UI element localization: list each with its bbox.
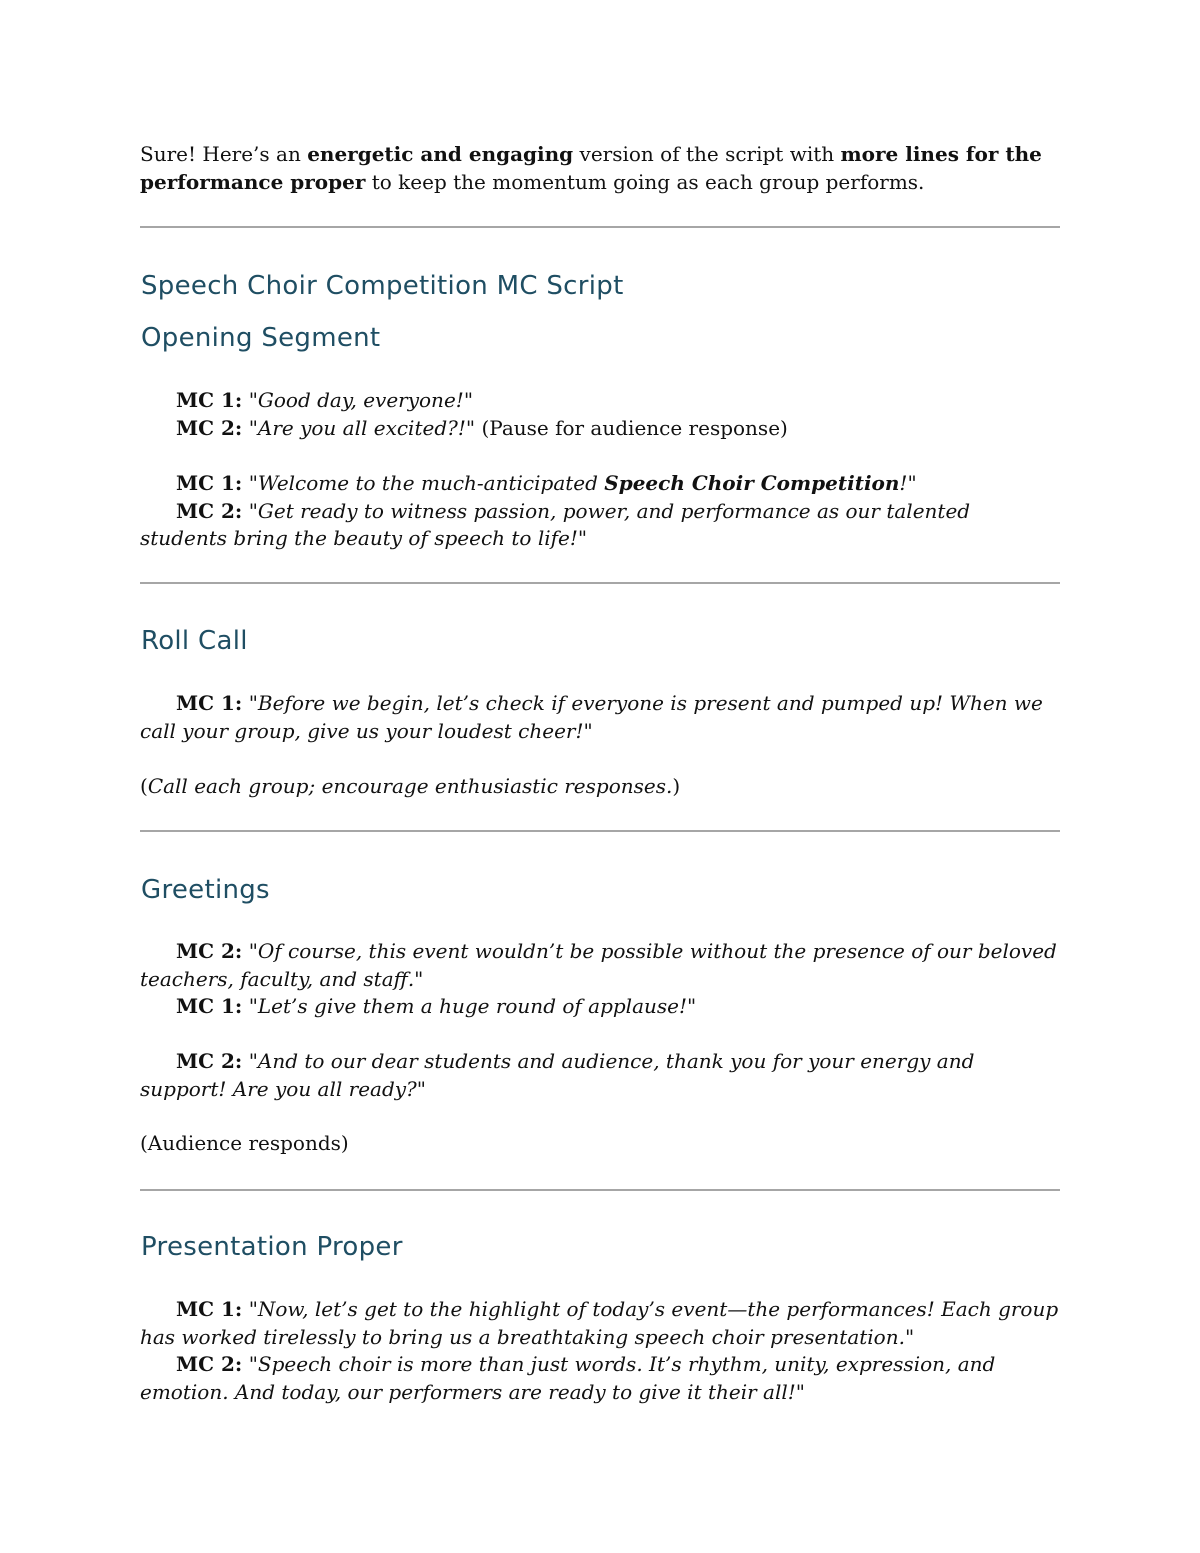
- dialogue-block: [140, 1296, 1060, 1406]
- heading-greetings: Greetings: [141, 875, 270, 905]
- speaker-label: MC 1:: [176, 691, 243, 715]
- dialogue-line: [140, 387, 1060, 415]
- dialogue-block: [140, 387, 1060, 442]
- dialogue-quote: "Before we begin, let’s check if everyone is present and pumped up! When we call your group, give us your loudest cheer!": [140, 691, 1043, 743]
- stage-direction: (Pause for audience response): [475, 415, 788, 440]
- speaker-label: MC 2:: [176, 498, 243, 523]
- divider: [140, 226, 1060, 228]
- heading-opening-segment: Opening Segment: [141, 323, 381, 353]
- dialogue-quote: "And to our dear students and audience, thank you for your energy and support! Are you all ready?": [140, 1049, 975, 1101]
- paren: ): [672, 774, 681, 798]
- dialogue-quote: "Get ready to witness passion, power, and performance as our talented students bring the beauty of speech to life!": [140, 498, 971, 550]
- divider: [140, 582, 1060, 584]
- intro-paragraph: [140, 141, 1060, 196]
- dialogue-block: [140, 690, 1060, 745]
- dialogue-quote: "Of course, this event wouldn’t be possible without the presence of our beloved teachers, faculty, and staff.": [140, 939, 1057, 991]
- intro-text: Sure! Here’s an: [140, 142, 308, 166]
- dialogue-block: [140, 470, 1060, 553]
- intro-text: version of the script with: [573, 142, 841, 166]
- stage-direction-text: Call each group; encourage enthusiastic responses.: [147, 774, 673, 798]
- speaker-label: MC 2:: [176, 415, 243, 440]
- intro-text: to keep the momentum going as each group performs.: [365, 169, 925, 194]
- dialogue-line: [140, 1351, 1060, 1406]
- speaker-label: MC 1:: [176, 994, 243, 1018]
- document-title: Speech Choir Competition MC Script: [141, 271, 624, 301]
- speaker-label: MC 1:: [176, 471, 243, 495]
- dialogue-quote: "Let’s give them a huge round of applause!": [248, 994, 697, 1018]
- speaker-label: MC 2:: [176, 1352, 243, 1376]
- dialogue-quote: "Welcome to the much-anticipated: [248, 471, 605, 495]
- dialogue-line: [140, 938, 1060, 993]
- dialogue-line: [140, 415, 1060, 443]
- intro-bold: energetic and engaging: [307, 142, 574, 166]
- dialogue-quote: "Are you all excited?!": [248, 415, 476, 440]
- stage-direction: [140, 773, 1060, 801]
- dialogue-quote: "Good day, everyone!": [248, 388, 474, 412]
- intro-bold: more lines for the performance proper: [140, 142, 1042, 194]
- dialogue-line: [140, 498, 1060, 553]
- dialogue-quote: !": [899, 471, 917, 495]
- divider: [140, 830, 1060, 832]
- divider: [140, 1189, 1060, 1191]
- dialogue-line: [140, 690, 1060, 745]
- dialogue-line: [140, 1296, 1060, 1351]
- paren: (: [140, 774, 148, 798]
- stage-direction: (Audience responds): [140, 1131, 349, 1155]
- speaker-label: MC 1:: [176, 388, 243, 412]
- heading-roll-call: Roll Call: [141, 626, 248, 656]
- speaker-label: MC 2:: [176, 1049, 243, 1073]
- speaker-label: MC 1:: [176, 1297, 243, 1321]
- speaker-label: MC 2:: [176, 939, 243, 963]
- dialogue-block: [140, 1048, 1060, 1103]
- dialogue-quote: "Speech choir is more than just words. It’s rhythm, unity, expression, and emotion. And today, our performers are ready to give it their all!": [140, 1352, 996, 1404]
- dialogue-line: [140, 1048, 1060, 1103]
- dialogue-line: [140, 993, 1060, 1021]
- dialogue-emphasis: Speech Choir Competition: [604, 471, 900, 495]
- heading-presentation-proper: Presentation Proper: [141, 1232, 403, 1262]
- dialogue-quote: "Now, let’s get to the highlight of today’s event—the performances! Each group has worked tirelessly to bring us a breathtaking speech choir presentation.": [140, 1297, 1059, 1349]
- dialogue-block: [140, 938, 1060, 1021]
- dialogue-line: [140, 470, 1060, 498]
